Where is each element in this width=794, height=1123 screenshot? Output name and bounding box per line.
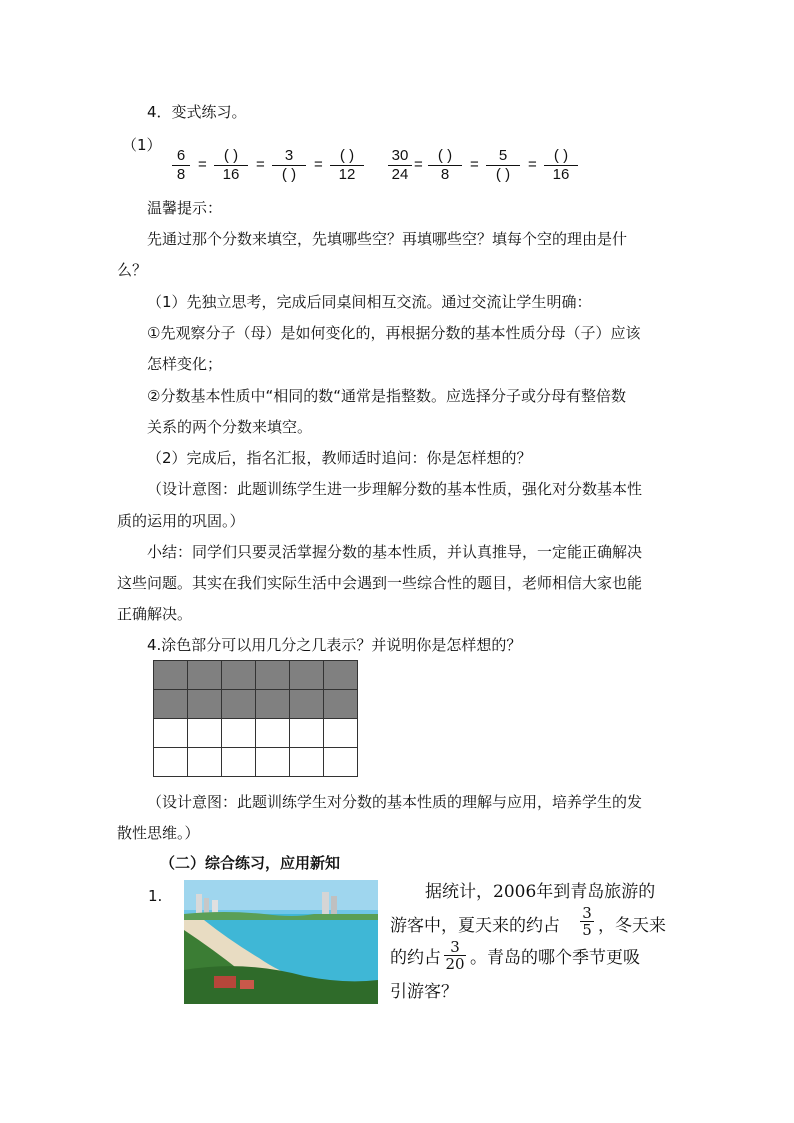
exercise-line: 据统计，2006年到青岛旅游的 bbox=[425, 882, 656, 902]
equals-sign: = bbox=[198, 156, 207, 173]
paragraph: 正确解决。 bbox=[117, 605, 193, 623]
fraction: ( ) 8 bbox=[428, 148, 462, 183]
fraction-grid bbox=[153, 660, 358, 777]
exercise-number: 1. bbox=[148, 887, 163, 905]
grid-row bbox=[154, 719, 358, 748]
fraction: $\frac{6}{8}$ bbox=[172, 148, 190, 183]
grid-row bbox=[154, 690, 358, 719]
shaded-cell bbox=[290, 690, 324, 719]
item-label: （1） bbox=[122, 136, 162, 154]
question: 4.涂色部分可以用几分之几表示？并说明你是怎样想的？ bbox=[147, 636, 522, 654]
empty-cell bbox=[222, 719, 256, 748]
fraction: 3 ( ) bbox=[272, 148, 306, 183]
hint-title: 温馨提示： bbox=[147, 199, 223, 217]
exercise-line: 引游客？ bbox=[390, 982, 458, 1002]
paragraph: 小结：同学们只要灵活掌握分数的基本性质，并认真推导，一定能正确解决 bbox=[147, 543, 643, 561]
fraction-three-twentieths: $\frac{3}{20}$ bbox=[445, 938, 465, 973]
shaded-cell bbox=[222, 690, 256, 719]
shaded-cell bbox=[222, 661, 256, 690]
paragraph: 怎样变化； bbox=[147, 355, 223, 373]
shaded-cell bbox=[188, 661, 222, 690]
empty-cell bbox=[324, 748, 358, 777]
hint-line: 么？ bbox=[117, 261, 148, 279]
qingdao-beach-photo bbox=[184, 880, 378, 1004]
equals-sign: = bbox=[470, 156, 479, 173]
shaded-cell bbox=[324, 661, 358, 690]
paragraph: 这些问题。其实在我们实际生活中会遇到一些综合性的题目，老师相信大家也能 bbox=[117, 574, 643, 592]
paragraph: （设计意图：此题训练学生进一步理解分数的基本性质，强化对分数基本性 bbox=[147, 480, 643, 498]
empty-cell bbox=[222, 748, 256, 777]
grid-row bbox=[154, 748, 358, 777]
fraction: ( ) 16 bbox=[544, 148, 578, 183]
exercise-text: 游客中，夏天来的约占 bbox=[390, 916, 560, 936]
exercise-text: ，冬天来 bbox=[598, 916, 666, 936]
empty-cell bbox=[188, 748, 222, 777]
paragraph: （1）先独立思考，完成后同桌间相互交流。通过交流让学生明确： bbox=[147, 293, 592, 311]
shaded-cell bbox=[188, 690, 222, 719]
empty-cell bbox=[188, 719, 222, 748]
empty-cell bbox=[256, 748, 290, 777]
paragraph: （设计意图：此题训练学生对分数的基本性质的理解与应用，培养学生的发 bbox=[147, 793, 643, 811]
fraction-three-fifths: $\frac{3}{5}$ bbox=[580, 905, 594, 938]
hint-line: 先通过那个分数来填空，先填哪些空？再填哪些空？填每个空的理由是什 bbox=[147, 230, 628, 248]
empty-cell bbox=[324, 719, 358, 748]
shaded-cell bbox=[154, 690, 188, 719]
paragraph: ①先观察分子（母）是如何变化的，再根据分数的基本性质分母（子）应该 bbox=[147, 324, 641, 342]
equals-sign: = bbox=[314, 156, 323, 173]
paragraph: 关系的两个分数来填空。 bbox=[147, 418, 313, 436]
paragraph: （2）完成后，指名汇报，教师适时追问：你是怎样想的？ bbox=[147, 449, 532, 467]
shaded-cell bbox=[324, 690, 358, 719]
empty-cell bbox=[256, 719, 290, 748]
exercise-line bbox=[390, 914, 560, 938]
empty-cell bbox=[154, 719, 188, 748]
shaded-cell bbox=[154, 661, 188, 690]
fraction: ( ) 16 bbox=[214, 148, 248, 183]
empty-cell bbox=[290, 719, 324, 748]
shaded-cell bbox=[290, 661, 324, 690]
empty-cell bbox=[290, 748, 324, 777]
paragraph: 散性思维。） bbox=[117, 824, 200, 842]
paragraph: 质的运用的巩固。） bbox=[117, 512, 245, 530]
empty-cell bbox=[154, 748, 188, 777]
shaded-cell bbox=[256, 690, 290, 719]
fraction: 5 ( ) bbox=[486, 148, 520, 183]
paragraph: ②分数基本性质中“相同的数“通常是指整数。应选择分子或分母有整倍数 bbox=[147, 387, 626, 405]
fraction: ( ) 12 bbox=[330, 148, 364, 183]
grid-row bbox=[154, 661, 358, 690]
equals-sign: = bbox=[414, 156, 423, 173]
exercise-line: 的约占 bbox=[390, 948, 441, 968]
exercise-text: 。青岛的哪个季节更吸 bbox=[470, 948, 640, 968]
section-title: 4．变式练习。 bbox=[147, 103, 247, 121]
shaded-cell bbox=[256, 661, 290, 690]
fraction: $\frac{30}{24}$ bbox=[388, 148, 412, 183]
equals-sign: = bbox=[528, 156, 537, 173]
section2-title: （二）综合练习，应用新知 bbox=[160, 854, 341, 872]
equals-sign: = bbox=[256, 156, 265, 173]
